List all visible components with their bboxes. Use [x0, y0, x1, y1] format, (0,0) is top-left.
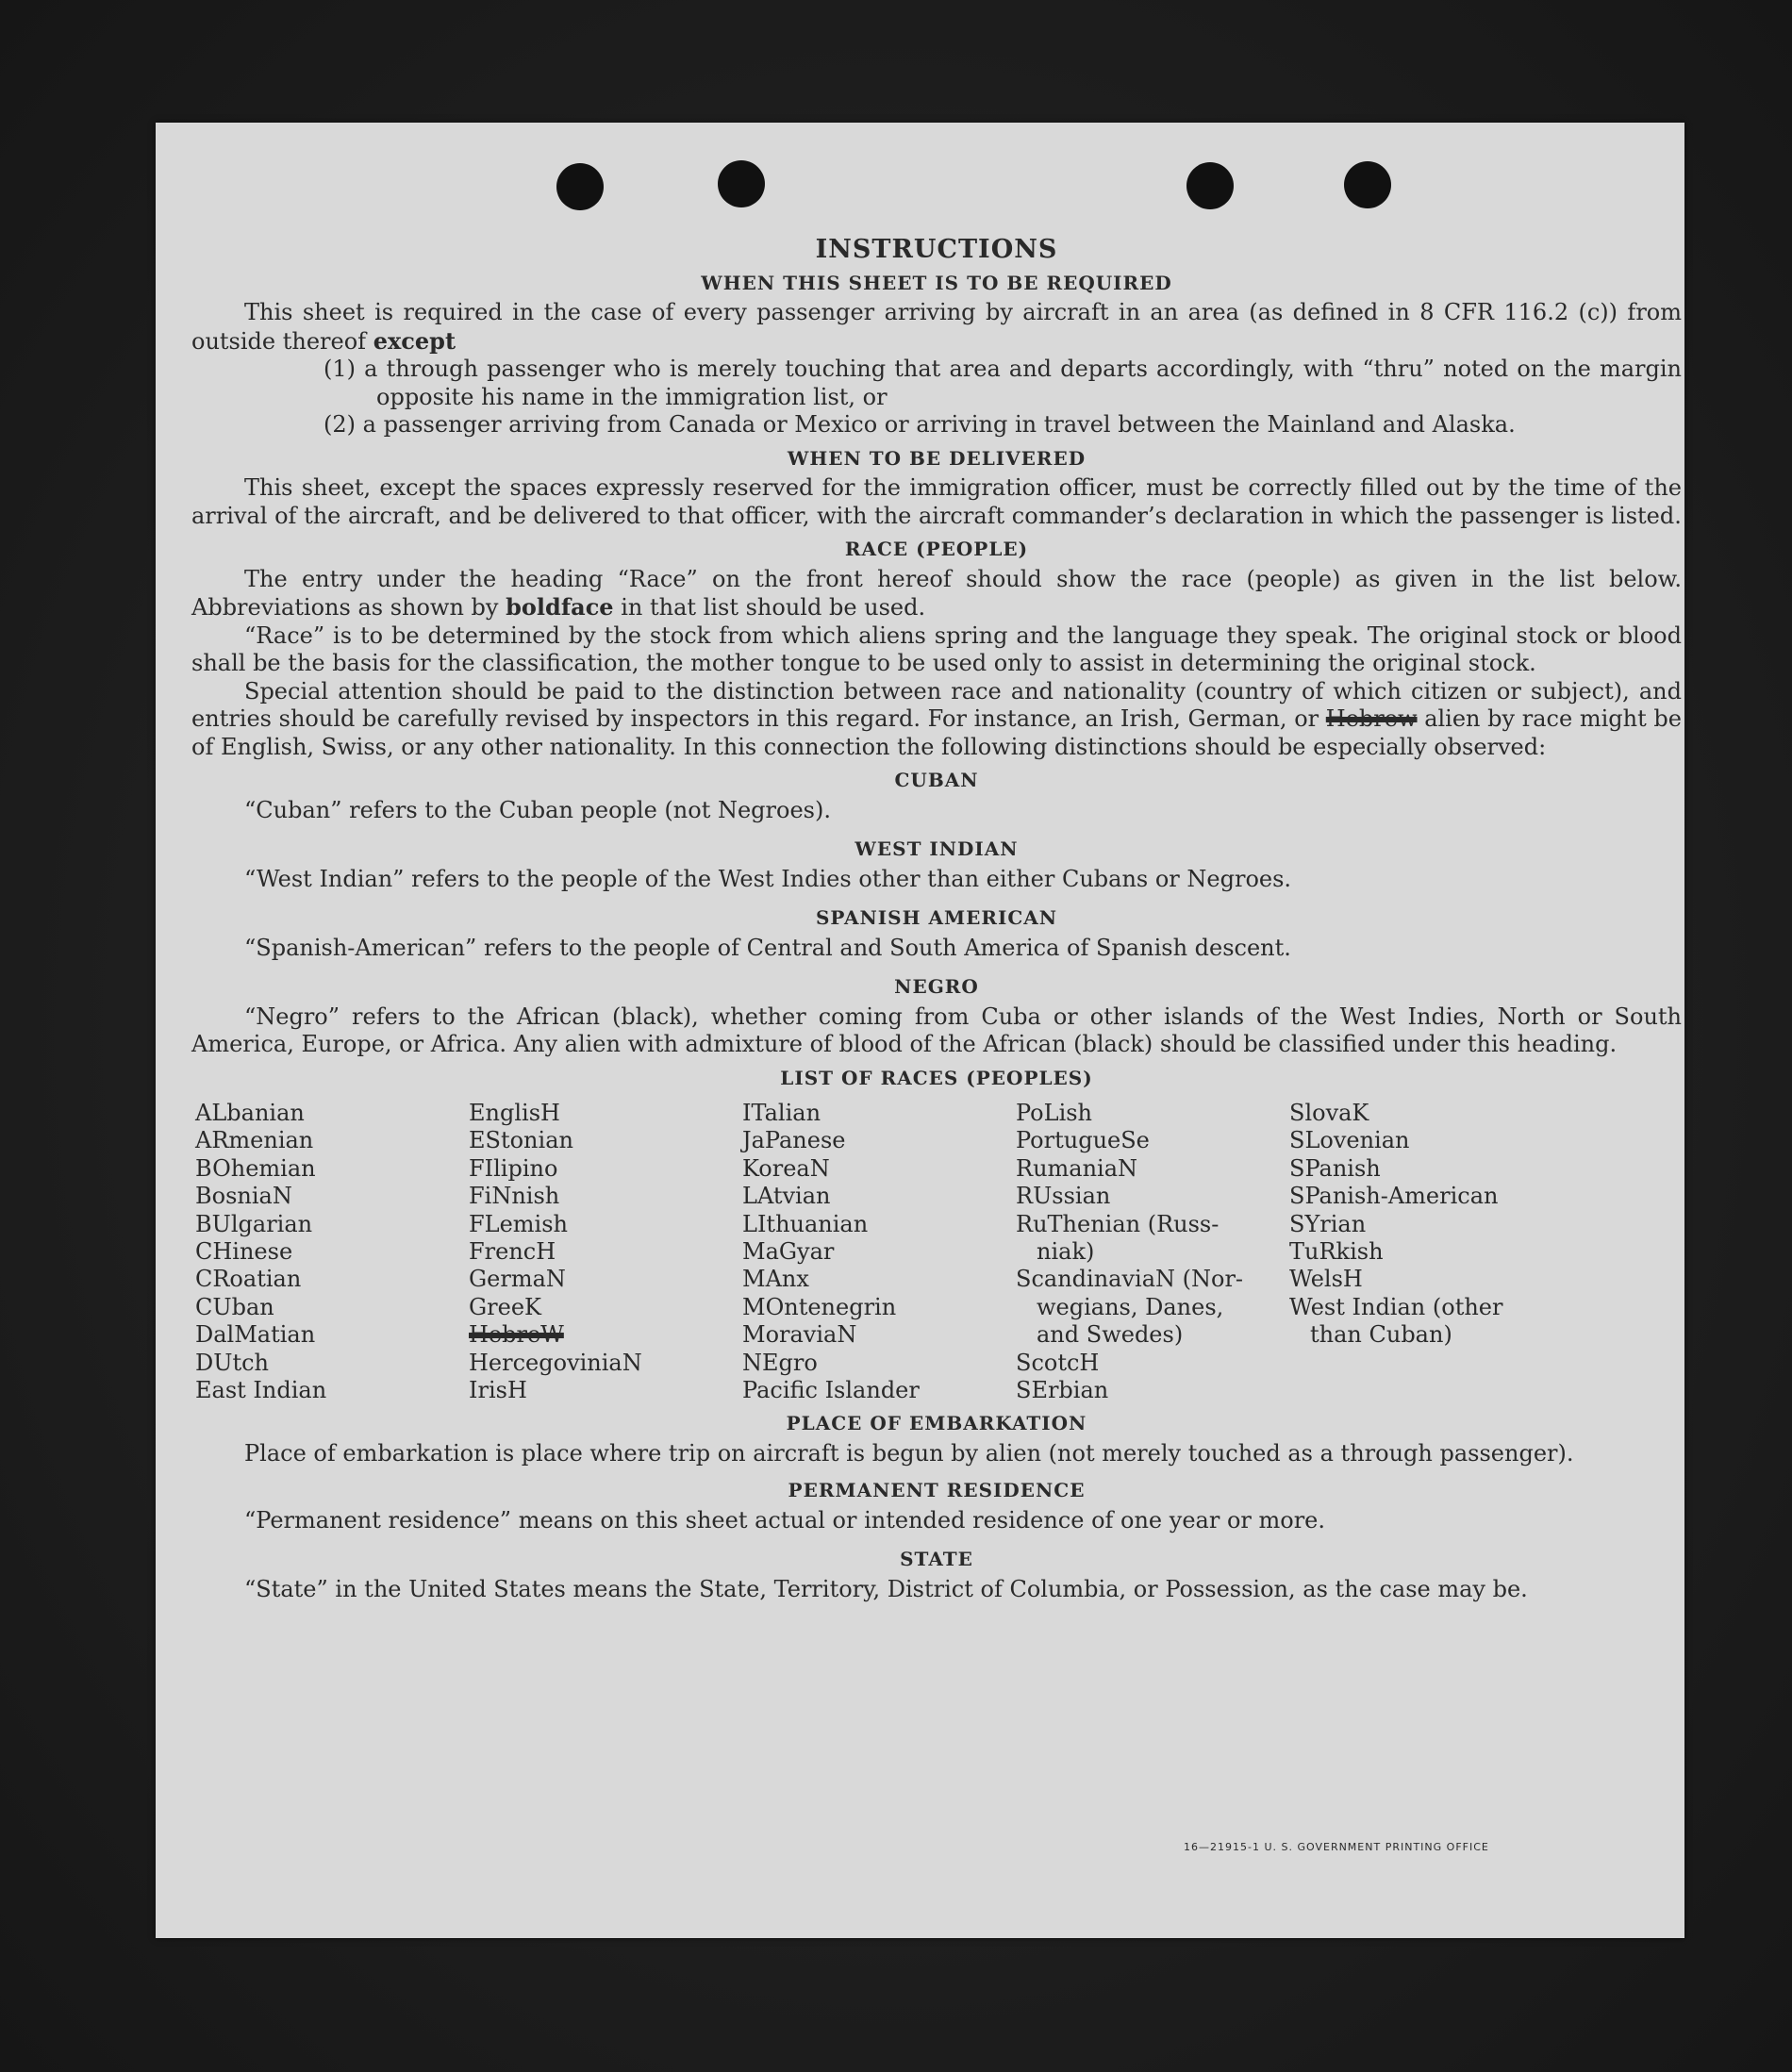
heading-spanish-american: SPANISH AMERICAN — [815, 906, 1058, 929]
race-entry: LAtvian — [742, 1183, 831, 1210]
race-entry: MaGyar — [742, 1238, 835, 1266]
race-entry: CUban — [195, 1293, 274, 1320]
heading-when-required: WHEN THIS SHEET IS TO BE REQUIRED — [701, 271, 1172, 294]
paragraph-race-2: “Race” is to be determined by the stock from which aliens spring and the language they speak. The original stock or blood shall be the basis for the classification, the mother tongue to be used only to assist in determining the original stock. — [191, 622, 1682, 676]
heading-embarkation: PLACE OF EMBARKATION — [786, 1412, 1087, 1435]
race-entry: FiNnish — [469, 1183, 560, 1210]
page-title: INSTRUCTIONS — [815, 235, 1058, 264]
race-entry: BUlgarian — [195, 1210, 313, 1237]
race-entry: WelsH — [1289, 1266, 1363, 1293]
races-column — [1016, 1100, 1289, 1404]
race-entry: KoreaN — [742, 1154, 830, 1182]
race-entry: JaPanese — [742, 1127, 846, 1154]
race-entry: LIthuanian — [742, 1210, 869, 1237]
race-entry: NEgro — [742, 1349, 818, 1376]
race-entry: SErbian — [1016, 1377, 1109, 1404]
paragraph-when-delivered: This sheet, except the spaces expressly reserved for the immigration officer, must be correctly filled out by the time of the arrival of the aircraft, and be delivered to that officer, with the aircraft commander’s declaration in which the passenger is listed. — [191, 474, 1682, 529]
race-entry: DUtch — [195, 1349, 270, 1376]
race-entry: wegians, Danes, — [1037, 1293, 1224, 1320]
race-entry: SPanish — [1289, 1154, 1381, 1182]
paragraph-state: “State” in the United States means the State, Territory, District of Columbia, or Possession, as the case may be. — [244, 1575, 1528, 1602]
race-entry: FrencH — [469, 1238, 556, 1266]
race-entry: SYrian — [1289, 1210, 1367, 1237]
race-entry: SPanish-American — [1289, 1183, 1499, 1210]
race-entry: than Cuban) — [1310, 1321, 1452, 1349]
race-entry: West Indian (other — [1289, 1293, 1503, 1320]
race-entry: Pacific Islander — [742, 1377, 920, 1404]
heading-list-of-races: LIST OF RACES (PEOPLES) — [780, 1066, 1093, 1089]
race-entry: SLovenian — [1289, 1127, 1410, 1154]
heading-when-delivered: WHEN TO BE DELIVERED — [787, 446, 1087, 470]
race-entry: RUssian — [1016, 1183, 1111, 1210]
race-entry: GreeK — [469, 1293, 541, 1320]
race-entry: CRoatian — [195, 1266, 302, 1293]
paragraph-cuban: “Cuban” refers to the Cuban people (not Negroes). — [244, 796, 831, 823]
paragraph-residence: “Permanent residence” means on this sheet actual or intended residence of one year or more. — [244, 1506, 1325, 1533]
instructions-body — [191, 236, 1682, 1603]
race-entry: niak) — [1037, 1238, 1095, 1266]
punch-hole — [718, 160, 765, 207]
race-entry: ITalian — [742, 1100, 821, 1126]
paragraph-west-indian: “West Indian” refers to the people of the West Indies other than either Cubans or Negroes. — [244, 865, 1292, 892]
race-entry: PoLish — [1016, 1100, 1093, 1126]
heading-cuban: CUBAN — [894, 769, 979, 791]
races-table — [195, 1100, 1682, 1404]
race-entry: GermaN — [469, 1266, 566, 1293]
race-entry: BOhemian — [195, 1154, 316, 1182]
heading-west-indian: WEST INDIAN — [855, 837, 1019, 860]
document-page — [156, 123, 1684, 1938]
punch-hole — [556, 163, 604, 210]
race-entry: BosniaN — [195, 1183, 292, 1210]
races-column — [1289, 1100, 1535, 1404]
struck-word: Hebrew — [1325, 705, 1418, 732]
list-item: (2) a passenger arriving from Canada or Mexico or arriving in travel between the Mainland and Alaska. — [324, 411, 1516, 438]
races-column — [469, 1100, 742, 1404]
race-entry: ScandinaviaN (Nor- — [1016, 1266, 1244, 1293]
list-item: (1) a through passenger who is merely touching that area and departs accordingly, with “thru” noted on the margin opposite his name in the immigration list, or — [324, 356, 1682, 410]
race-entry: FIlipino — [469, 1154, 558, 1182]
paragraph-when-required: This sheet is required in the case of every passenger arriving by aircraft in an area (as defined in 8 CFR 116.2 (c)) from outside thereof except — [191, 299, 1682, 355]
race-entry-struck: HebreW — [469, 1321, 564, 1349]
race-entry: HercegoviniaN — [469, 1349, 642, 1376]
race-entry: ARmenian — [195, 1127, 314, 1154]
race-entry: East Indian — [195, 1377, 327, 1404]
race-entry: ScotcH — [1016, 1349, 1100, 1376]
heading-race: RACE (PEOPLE) — [844, 538, 1029, 560]
race-entry: EStonian — [469, 1127, 573, 1154]
printing-office-code: 16—21915-1 U. S. GOVERNMENT PRINTING OFFICE — [1184, 1841, 1489, 1853]
paragraph-negro: “Negro” refers to the African (black), whether coming from Cuba or other islands of the West Indies, North or South America, Europe, or Africa. Any alien with admixture of blood of the African (black) should be classified under this heading. — [191, 1003, 1682, 1057]
race-entry: CHinese — [195, 1238, 293, 1266]
heading-state: STATE — [900, 1548, 973, 1571]
race-entry: FLemish — [469, 1210, 568, 1237]
race-entry: ALbanian — [195, 1100, 305, 1126]
heading-residence: PERMANENT RESIDENCE — [788, 1479, 1086, 1502]
race-entry: MOntenegrin — [742, 1293, 897, 1320]
paragraph-race-3: Special attention should be paid to the distinction between race and nationality (country of which citizen or subject), and entries should be carefully revised by inspectors in this regard. For instance, an Irish, German, or Hebrew alien by race might be of English, Swiss, or any other nationality. In this connection the following distinctions should be especially observed: — [191, 677, 1682, 760]
race-entry: SlovaK — [1289, 1100, 1369, 1126]
paragraph-spanish-american: “Spanish-American” refers to the people of Central and South America of Spanish descent. — [244, 934, 1291, 961]
race-entry: RumaniaN — [1016, 1154, 1138, 1182]
paragraph-race-1: The entry under the heading “Race” on the front hereof should show the race (people) as given in the list below. Abbreviations as shown by boldface in that list should be used. — [191, 565, 1682, 621]
race-entry: MoraviaN — [742, 1321, 857, 1349]
race-entry: DalMatian — [195, 1321, 316, 1349]
race-entry: EnglisH — [469, 1100, 560, 1126]
race-entry: IrisH — [469, 1377, 527, 1404]
race-entry: RuThenian (Russ- — [1016, 1210, 1220, 1237]
paragraph-embarkation: Place of embarkation is place where trip on aircraft is begun by alien (not merely touched as a through passenger). — [244, 1439, 1574, 1467]
punch-hole — [1344, 161, 1391, 208]
races-column — [742, 1100, 1016, 1404]
race-entry: and Swedes) — [1037, 1321, 1184, 1349]
race-entry: PortugueSe — [1016, 1127, 1150, 1154]
race-entry: TuRkish — [1289, 1238, 1384, 1266]
heading-negro: NEGRO — [894, 975, 979, 998]
punch-hole — [1186, 162, 1234, 209]
races-column — [195, 1100, 469, 1404]
race-entry: MAnx — [742, 1266, 809, 1293]
